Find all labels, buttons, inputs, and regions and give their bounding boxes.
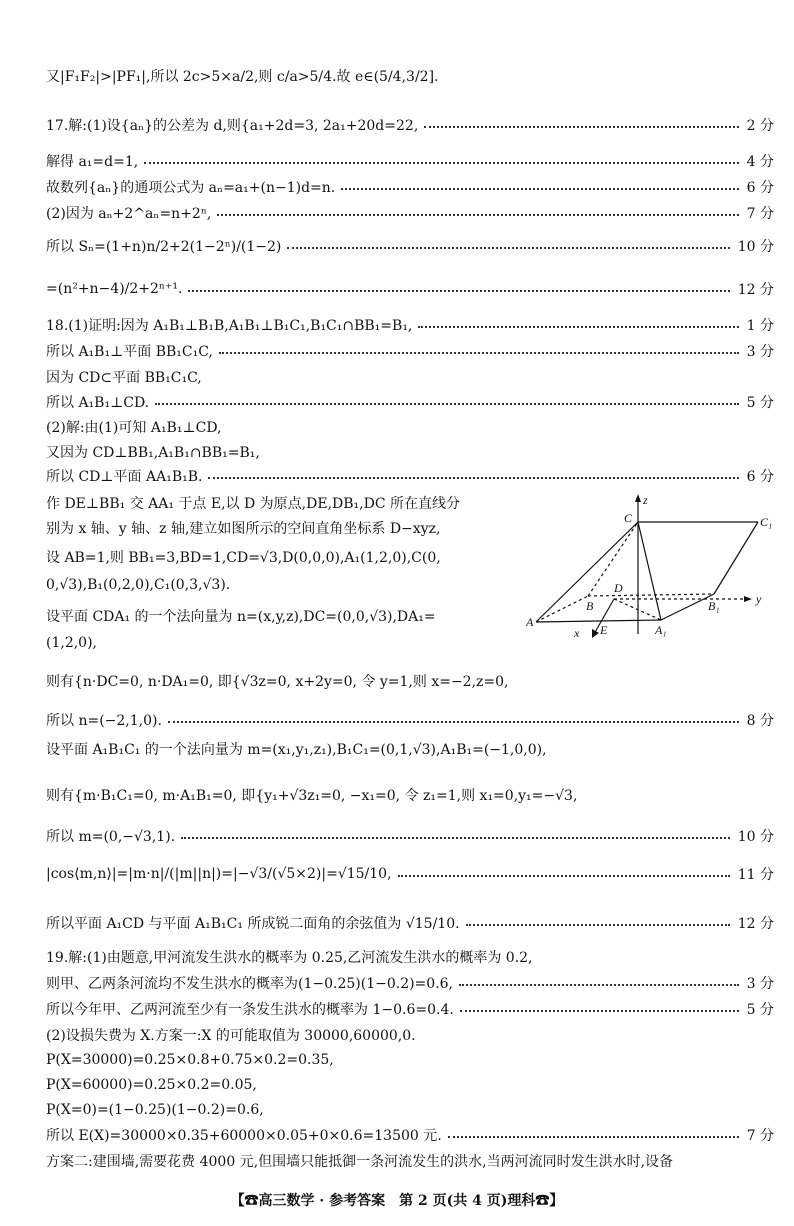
- text-line: 则有{m·B₁C₁=0, m·A₁B₁=0, 即{y₁+√3z₁=0, −x₁=0, 令 z₁=1,则 x₁=0,y₁=−√3,: [46, 788, 578, 804]
- text-line: 所以今年甲、乙两河流至少有一条发生洪水的概率为 1−0.6=0.4. 5 分: [46, 996, 774, 1022]
- text-line: =(n²+n−4)/2+2ⁿ⁺¹. 12 分: [46, 281, 774, 298]
- text-line: 所以 A₁B₁⊥CD. 5 分: [46, 389, 774, 415]
- score-label: 12 分: [737, 282, 774, 298]
- text-line: (1,2,0),: [46, 635, 97, 651]
- edge-a1-b1: [661, 594, 714, 620]
- score-label: 7 分: [746, 1128, 774, 1144]
- text-line: 所以 A₁B₁⊥平面 BB₁C₁C, 3 分: [46, 338, 774, 364]
- text-line: 作 DE⊥BB₁ 交 AA₁ 于点 E,以 D 为原点,DE,DB₁,DC 所在直线分: [46, 496, 460, 512]
- text-line: P(X=0)=(1−0.25)(1−0.2)=0.6,: [46, 1102, 264, 1118]
- edge-a-a1: [536, 620, 661, 622]
- score-label: 1 分: [746, 318, 774, 334]
- dot-leader: [144, 162, 738, 164]
- dot-leader: [424, 126, 738, 128]
- score-label: 3 分: [746, 344, 774, 360]
- edge-a-b: [536, 596, 588, 622]
- text-line: 因为 CD⊂平面 BB₁C₁C,: [46, 370, 202, 386]
- score-label: 11 分: [737, 867, 774, 883]
- dot-leader: [155, 403, 739, 405]
- score-label: 2 分: [746, 118, 774, 134]
- dot-leader: [217, 214, 738, 216]
- dot-leader: [341, 188, 738, 190]
- text-line: 所以 m=(0,−√3,1). 10 分: [46, 823, 774, 849]
- label-b: B: [586, 599, 594, 613]
- score-label: 6 分: [746, 180, 774, 196]
- text-line: 方案二:建围墙,需要花费 4000 元,但围墙只能抵御一条河流发生的洪水,当两河流同时发生洪水时,设备: [46, 1154, 674, 1170]
- dot-leader: [448, 1136, 739, 1138]
- dot-leader: [219, 352, 739, 354]
- text-line: (2)设损失费为 X.方案一:X 的可能取值为 30000,60000,0.: [46, 1028, 416, 1044]
- label-e: E: [600, 623, 608, 637]
- score-label: 12 分: [737, 916, 774, 932]
- text-line: 又因为 CD⊥BB₁,A₁B₁∩BB₁=B₁,: [46, 445, 260, 461]
- score-label: 4 分: [746, 154, 774, 170]
- text-line: 故数列{aₙ}的通项公式为 aₙ=a₁+(n−1)d=n. 6 分: [46, 174, 774, 200]
- text-line: 0,√3),B₁(0,2,0),C₁(0,3,√3).: [46, 577, 231, 593]
- text-line: 19.解:(1)由题意,甲河流发生洪水的概率为 0.25,乙河流发生洪水的概率为 0.2,: [46, 950, 533, 966]
- text-line: 17.解:(1)设{aₙ}的公差为 d,则{a₁+2d=3, 2a₁+20d=22, 2 分: [46, 112, 774, 138]
- score-label: 10 分: [737, 829, 774, 845]
- text-line: 设平面 A₁B₁C₁ 的一个法向量为 m=(x₁,y₁,z₁),B₁C₁=(0,1,√3),A₁B₁=(−1,0,0),: [46, 742, 547, 758]
- dot-leader: [398, 875, 730, 877]
- text-line: 所以 E(X)=30000×0.35+60000×0.05+0×0.6=13500 元. 7 分: [46, 1122, 774, 1148]
- text-line: 则有{n·DC=0, n·DA₁=0, 即{√3z=0, x+2y=0, 令 y=1,则 x=−2,z=0,: [46, 674, 509, 690]
- score-label: 5 分: [746, 395, 774, 411]
- dot-leader: [459, 984, 739, 986]
- dot-leader: [208, 477, 738, 479]
- dot-leader: [168, 721, 739, 723]
- label-a: A: [526, 615, 534, 629]
- page-footer: 【☎高三数学 · 参考答案 第 2 页(共 4 页)理科☎】: [230, 1193, 564, 1209]
- score-label: 8 分: [746, 713, 774, 729]
- text-line: P(X=30000)=0.25×0.8+0.75×0.2=0.35,: [46, 1052, 334, 1068]
- label-y: y: [756, 592, 762, 606]
- label-a1: A₁: [655, 623, 667, 637]
- dot-leader: [287, 247, 729, 249]
- z-arrow-icon: [635, 494, 641, 502]
- edge-c-a1: [638, 522, 661, 620]
- score-label: 10 分: [737, 239, 774, 255]
- text-line: 又|F₁F₂|>|PF₁|,所以 2c>5×a/2,则 c/a>5/4.故 e∈(5/4,3/2].: [46, 69, 439, 85]
- text-line: 18.(1)证明:因为 A₁B₁⊥B₁B,A₁B₁⊥B₁C₁,B₁C₁∩BB₁=B₁, 1 分: [46, 312, 774, 338]
- score-label: 6 分: [746, 469, 774, 485]
- text-line: 所以 Sₙ=(1+n)n/2+2(1−2ⁿ)/(1−2) 10 分: [46, 233, 774, 259]
- text-line: 所以 n=(−2,1,0). 8 分: [46, 707, 774, 733]
- dot-leader: [466, 924, 730, 926]
- label-z: z: [643, 494, 648, 507]
- label-c: C: [624, 511, 633, 525]
- dot-leader: [418, 326, 738, 328]
- label-c1: C₁: [760, 515, 773, 529]
- text-line: 别为 x 轴、y 轴、z 轴,建立如图所示的空间直角坐标系 D−xyz,: [46, 521, 441, 537]
- score-label: 7 分: [746, 206, 774, 222]
- label-b1: B₁: [708, 599, 720, 613]
- text-line: (2)因为 aₙ+2^aₙ=n+2ⁿ, 7 分: [46, 200, 774, 226]
- score-label: 5 分: [746, 1002, 774, 1018]
- text-line: 解得 a₁=d=1, 4 分: [46, 148, 774, 174]
- text-line: 则甲、乙两条河流均不发生洪水的概率为(1−0.25)(1−0.2)=0.6, 3 分: [46, 970, 774, 996]
- dot-leader: [460, 1010, 739, 1012]
- prism-coordinate-figure: [526, 494, 782, 644]
- text-line: (2)解:由(1)可知 A₁B₁⊥CD,: [46, 420, 222, 436]
- dot-leader: [188, 290, 729, 292]
- text-line: 所以平面 A₁CD 与平面 A₁B₁C₁ 所成锐二面角的余弦值为 √15/10. 12 分: [46, 910, 774, 936]
- score-label: 3 分: [746, 976, 774, 992]
- label-x: x: [574, 626, 580, 640]
- dot-leader: [181, 837, 730, 839]
- edge-b-c: [588, 522, 638, 596]
- text-line: 设 AB=1,则 BB₁=3,BD=1,CD=√3,D(0,0,0),A₁(1,2,0),C(0,: [46, 550, 441, 566]
- text-line: 设平面 CDA₁ 的一个法向量为 n=(x,y,z),DC=(0,0,√3),DA₁=: [46, 609, 436, 625]
- edge-c1-b1: [714, 522, 758, 594]
- label-d: D: [614, 581, 623, 595]
- text-line: 所以 CD⊥平面 AA₁B₁B. 6 分: [46, 463, 774, 489]
- y-arrow-icon: [744, 596, 752, 602]
- edge-b-b1: [588, 594, 714, 596]
- text-line: P(X=60000)=0.25×0.2=0.05,: [46, 1077, 257, 1093]
- text-line: |cos⟨m,n⟩|=|m·n|/(|m||n|)=|−√3/(√5×2)|=√15/10, 11 分: [46, 866, 774, 883]
